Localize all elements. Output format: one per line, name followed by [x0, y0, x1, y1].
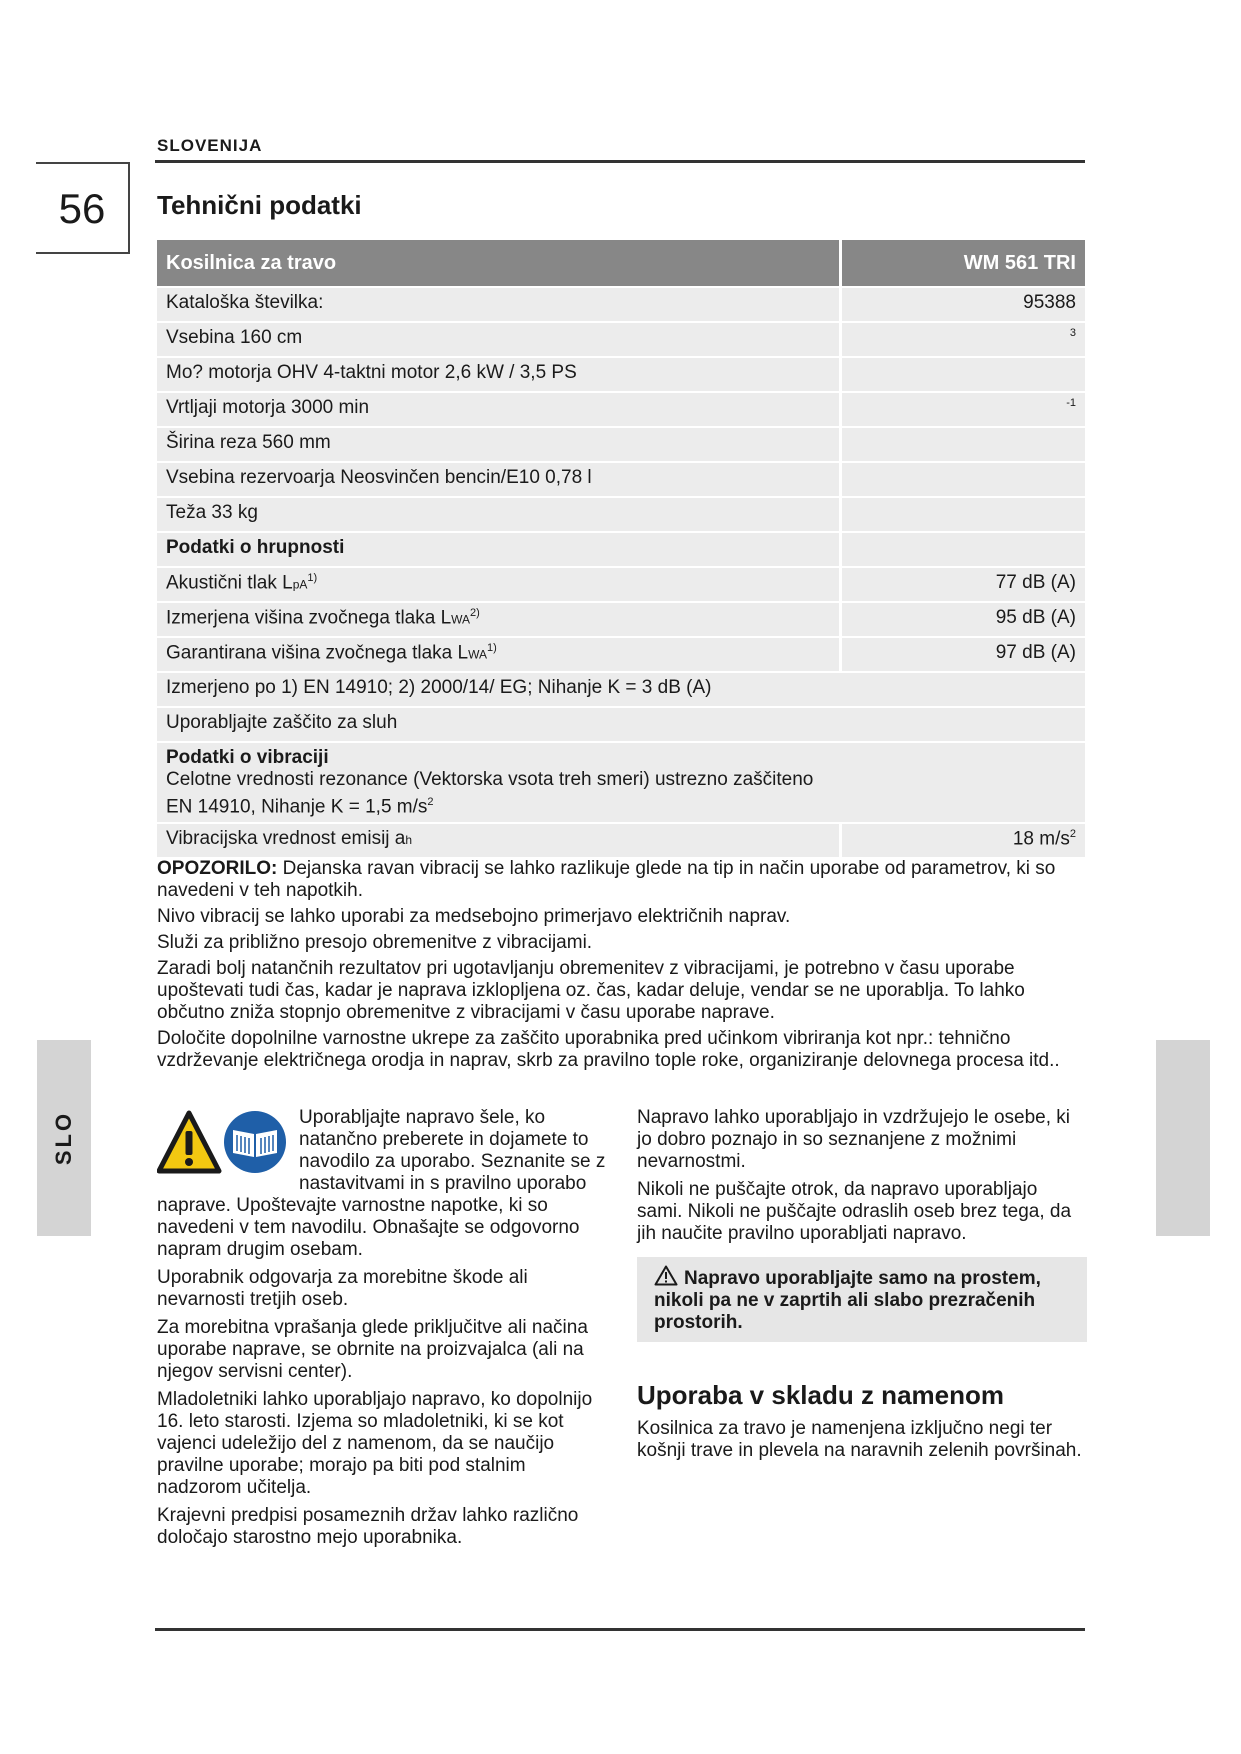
vibration-warning	[157, 858, 1087, 1076]
usage-text: Kosilnica za travo je namenjena izključno negi ter košnji trave in plevela na naravnih zelenih površinah.	[637, 1418, 1082, 1461]
vibration-block	[157, 742, 1085, 823]
spec-table-header	[157, 240, 1085, 287]
noise-heading: Podatki o hrupnosti	[157, 532, 841, 567]
table-row	[157, 497, 1085, 532]
right-edge-tab	[1156, 1040, 1210, 1236]
table-row	[157, 287, 1085, 322]
superscript: 1)	[307, 572, 318, 584]
row-label: Kataloška številka:	[157, 287, 841, 322]
left-paragraph: Mladoletniki lahko uporabljajo napravo, ko dopolnijo 16. leto starosti. Izjema so mladoletniki, ki se kot vajenci udeležijo del z namenom, da se naučijo pravilne uporabe; morajo pa biti pod stalnim nadzorom učitelja.	[157, 1389, 593, 1498]
acoustic-pressure-value: 77 dB (A)	[841, 567, 1086, 602]
row-label: Teža 33 kg	[157, 497, 841, 532]
table-row	[157, 357, 1085, 392]
table-row	[157, 672, 1085, 707]
footer-divider	[155, 1628, 1085, 1631]
superscript: 1)	[486, 642, 497, 654]
page-number: 56	[58, 185, 106, 232]
superscript: 2	[427, 796, 434, 808]
left-column	[157, 1107, 607, 1555]
vibration-emission-label: Vibracijska vrednost emisij ah	[157, 823, 841, 858]
guaranteed-sound-label: Garantirana višina zvočnega tlaka LWA$^{1)}$	[157, 637, 841, 672]
vibration-emission-value: 18 $m/s^2$	[841, 823, 1086, 858]
usage-title: Uporaba v skladu z namenom	[637, 1380, 1004, 1410]
subscript: h	[405, 833, 413, 848]
table-row	[157, 532, 1085, 567]
read-manual-icon	[224, 1111, 286, 1173]
row-value	[841, 357, 1086, 392]
left-paragraph: Krajevni predpisi posameznih držav lahko različno določajo starostno mejo uporabnika.	[157, 1505, 579, 1548]
table-row	[157, 707, 1085, 742]
row-value	[841, 462, 1086, 497]
row-label: Širina reza 560 mm	[157, 427, 841, 462]
warning-paragraph: Služi za približno presojo obremenitve z vibracijami.	[157, 932, 593, 953]
warning-paragraph: Določite dopolnilne varnostne ukrepe za zaščito uporabnika pred učinkom vibriranja kot npr.: tehnično vzdrževanje električnega orodja in naprav, skrb za pravilno tople roke, organiziranje delovnega procesa itd..	[157, 1028, 1060, 1071]
left-paragraph: Za morebitna vprašanja glede priključitve ali načina uporabe naprave, se obrnite na proizvajalca (ali na njegov servisni center).	[157, 1317, 588, 1382]
left-paragraph: Uporabnik odgovarja za morebitne škode ali nevarnosti tretjih oseb.	[157, 1267, 528, 1310]
guaranteed-sound-value: 97 dB (A)	[841, 637, 1086, 672]
language-side-tab	[37, 1040, 91, 1236]
subscript: pA	[292, 577, 308, 592]
acoustic-pressure-label: Akustični tlak LpA$^{1)}$	[157, 567, 841, 602]
safety-icons	[157, 1109, 289, 1179]
superscript: 2	[1069, 828, 1076, 841]
right-paragraph: Nikoli ne puščajte otrok, da napravo uporabljajo sami. Nikoli ne puščajte odraslih oseb brez tega, da jih naučite pravilno uporabljati napravo.	[637, 1179, 1072, 1244]
row-value	[841, 532, 1086, 567]
table-row	[157, 462, 1085, 497]
spec-table	[157, 240, 1085, 859]
vibration-heading: Podatki o vibraciji	[166, 747, 329, 768]
warning-small-icon	[654, 1265, 678, 1286]
right-column	[637, 1107, 1087, 1468]
right-paragraph: Napravo lahko uporabljajo in vzdržujejo le osebe, ki jo dobro poznajo in so seznanjene z možnimi nevarnostmi.	[637, 1107, 1071, 1172]
row-label: Mo? motorja OHV 4-taktni motor 2,6 kW / 3,5 PS	[157, 357, 841, 392]
row-value: 3	[841, 322, 1086, 357]
row-label: Vsebina rezervoarja Neosvinčen bencin/E10 0,78 l	[157, 462, 841, 497]
table-row	[157, 567, 1085, 602]
superscript: 2)	[470, 607, 480, 619]
table-row	[157, 427, 1085, 462]
hearing-protection-note: Uporabljajte zaščito za sluh	[157, 707, 1085, 742]
measured-per-note: Izmerjeno po 1) EN 14910; 2) 2000/14/ EG; Nihanje K = 3 dB (A)	[157, 672, 1085, 707]
row-value: 95388	[841, 287, 1086, 322]
row-value	[841, 497, 1086, 532]
vibration-note-line2: EN 14910, Nihanje K = 1,5 $m/s^2$	[166, 796, 434, 818]
table-row	[157, 322, 1085, 357]
vibration-note-line1: Celotne vrednosti rezonance (Vektorska vsota treh smeri) ustrezno zaščiteno	[166, 769, 814, 790]
warning-lead: OPOZORILO:	[157, 858, 278, 879]
header-divider	[155, 160, 1085, 163]
warning-paragraph: Nivo vibracij se lahko uporabi za medsebojno primerjavo električnih naprav.	[157, 906, 791, 927]
warning-paragraph: Zaradi bolj natančnih rezultatov pri ugotavljanju obremenitev z vibracijami, je potrebno v času uporabe upoštevati tudi čas, kadar je naprava izklopljena oz. čas, kadar deluje, vendar se ne uporablja. To lahko občutno zniža stopnjo obremenitve z vibracijami v času uporabe naprave.	[157, 958, 1025, 1023]
page-number-box	[36, 162, 130, 254]
measured-sound-label: Izmerjena višina zvočnega tlaka LWA$^{2)}$	[157, 602, 841, 637]
subscript: WA	[451, 612, 471, 627]
row-label: Vsebina 160 cm	[157, 322, 841, 357]
section-title: Tehnični podatki	[157, 190, 362, 220]
table-row	[157, 742, 1085, 823]
spec-table-title: Kosilnica za travo	[157, 240, 841, 287]
table-row	[157, 602, 1085, 637]
table-row	[157, 823, 1085, 858]
row-value	[841, 427, 1086, 462]
row-label: Vrtljaji motorja 3000 min	[157, 392, 841, 427]
subscript: WA	[468, 647, 487, 662]
row-value: -1	[841, 392, 1086, 427]
outdoor-use-note: Napravo uporabljajte samo na prostem, nikoli pa ne v zaprtih ali slabo prezračenih prostorih.	[637, 1257, 1087, 1342]
warning-triangle-icon	[159, 1113, 219, 1171]
table-row	[157, 392, 1085, 427]
spec-table-model: WM 561 TRI	[841, 240, 1086, 287]
language-tab-label: SLO	[51, 1110, 76, 1166]
table-row	[157, 637, 1085, 672]
left-paragraph: Uporabljajte napravo šele, ko natančno preberete in dojamete to navodilo za uporabo. Seznanite se z nastavitvami in s pravilno uporabo naprave. Upoštevajte varnostne napotke, ki so navedeni v tem navodilu. Obnašajte se odgovorno napram drugim osebam.	[157, 1107, 606, 1260]
measured-sound-value: 95 dB (A)	[841, 602, 1086, 637]
header-country: SLOVENIJA	[157, 136, 263, 155]
warning-paragraph: OPOZORILO: Dejanska ravan vibracij se lahko razlikuje glede na tip in način uporabe od parametrov, ki so navedeni v teh napotkih.	[157, 858, 1056, 901]
